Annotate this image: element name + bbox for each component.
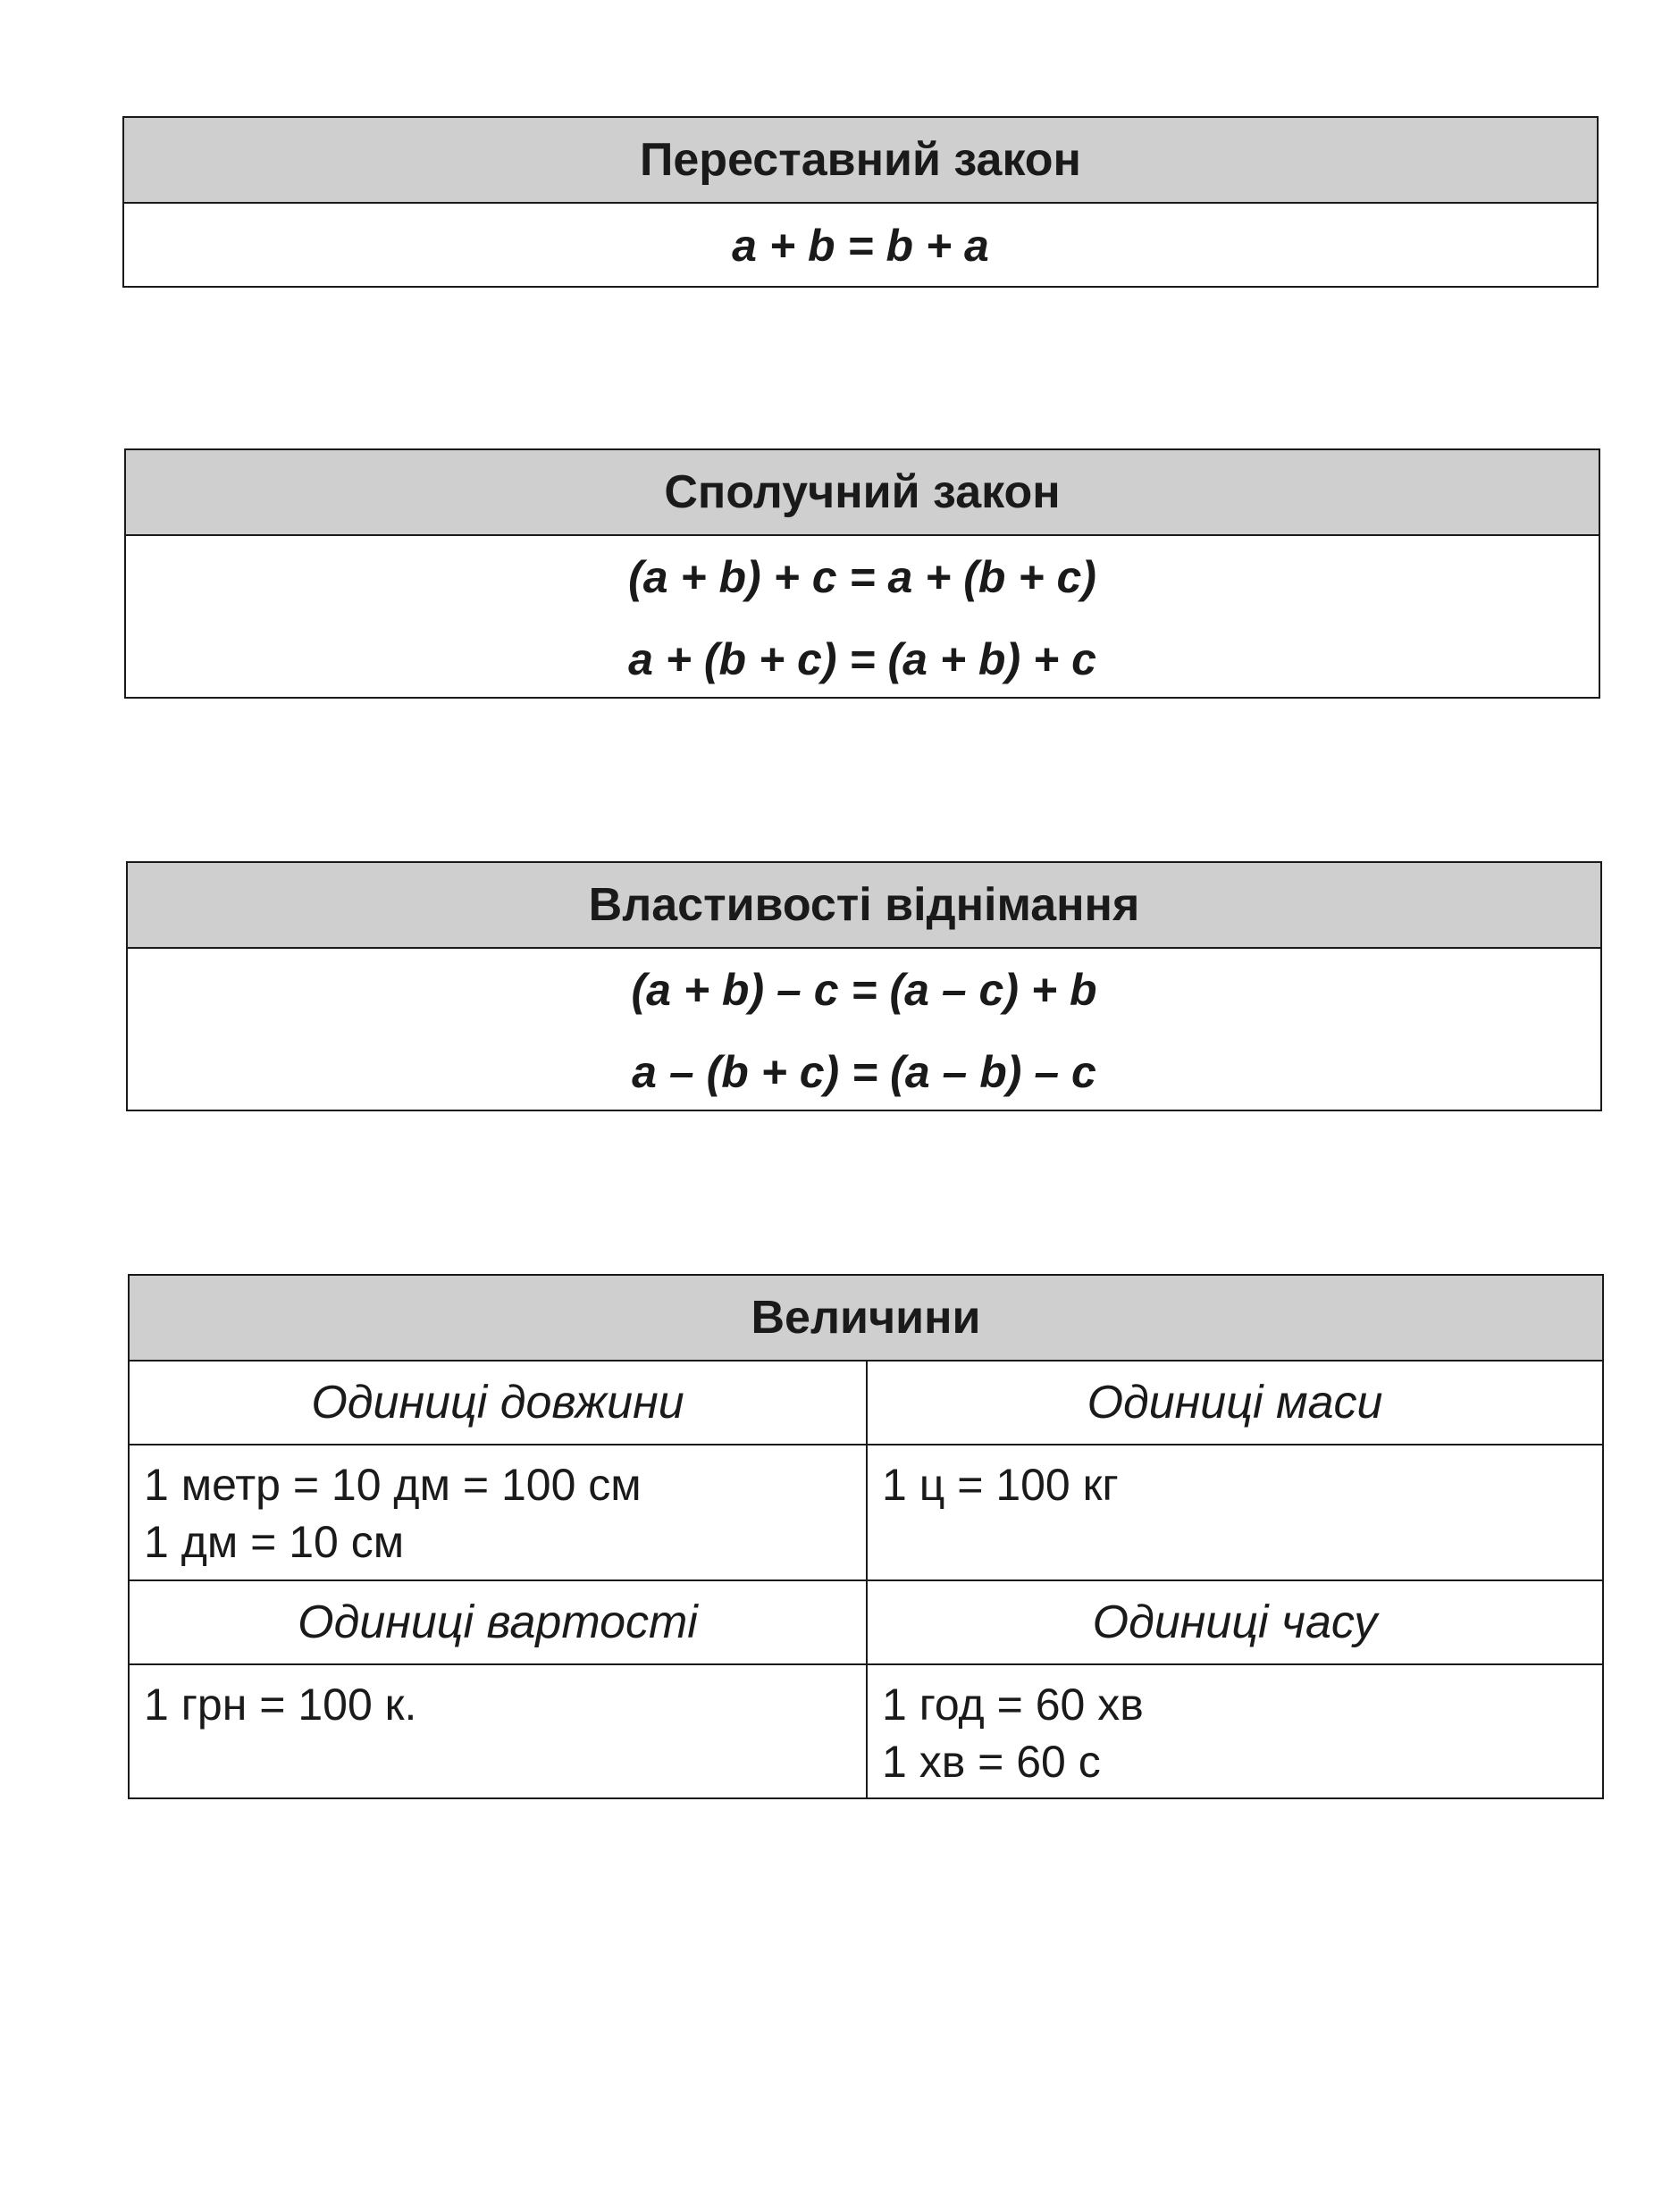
commutative-law-title: Переставний закон: [124, 118, 1597, 204]
subtraction-properties-title: Властивості віднімання: [128, 863, 1600, 949]
length-units-heading: Одиниці довжини: [130, 1362, 868, 1445]
subtraction-properties-box: [126, 861, 1602, 1111]
cost-units-line-1: 1 грн = 100 к.: [144, 1680, 417, 1730]
mass-units-heading: Одиниці маси: [868, 1362, 1602, 1445]
subtraction-formula-1: (a + b) – c = (a – c) + b: [631, 965, 1097, 1015]
subtraction-formulas: [128, 949, 1600, 1113]
associative-formulas: [126, 536, 1599, 700]
quantities-grid: [130, 1362, 1602, 1797]
time-units-line-1: 1 год = 60 хв: [882, 1680, 1144, 1730]
commutative-law-box: [122, 116, 1599, 288]
commutative-formula: a + b = b + a: [732, 221, 989, 271]
quantities-table: [128, 1274, 1604, 1799]
associative-formula-2: a + (b + c) = (a + b) + c: [628, 634, 1096, 684]
subtraction-formula-2: a – (b + c) = (a – b) – c: [632, 1047, 1096, 1097]
cost-units-values: [130, 1665, 868, 1797]
time-units-heading: Одиниці часу: [868, 1581, 1602, 1665]
cost-units-heading: Одиниці вартості: [130, 1581, 868, 1665]
length-units-line-2: 1 дм = 10 см: [144, 1517, 405, 1567]
length-units-values: [130, 1445, 868, 1581]
associative-law-box: [124, 448, 1600, 699]
time-units-values: [868, 1665, 1602, 1797]
associative-formula-1: (a + b) + c = a + (b + c): [628, 552, 1096, 602]
quantities-title: Величини: [130, 1276, 1602, 1362]
associative-law-title: Сполучний закон: [126, 450, 1599, 536]
mass-units-line-1: 1 ц = 100 кг: [882, 1460, 1119, 1510]
mass-units-values: [868, 1445, 1602, 1581]
length-units-line-1: 1 метр = 10 дм = 100 см: [144, 1460, 642, 1510]
time-units-line-2: 1 хв = 60 с: [882, 1737, 1101, 1787]
